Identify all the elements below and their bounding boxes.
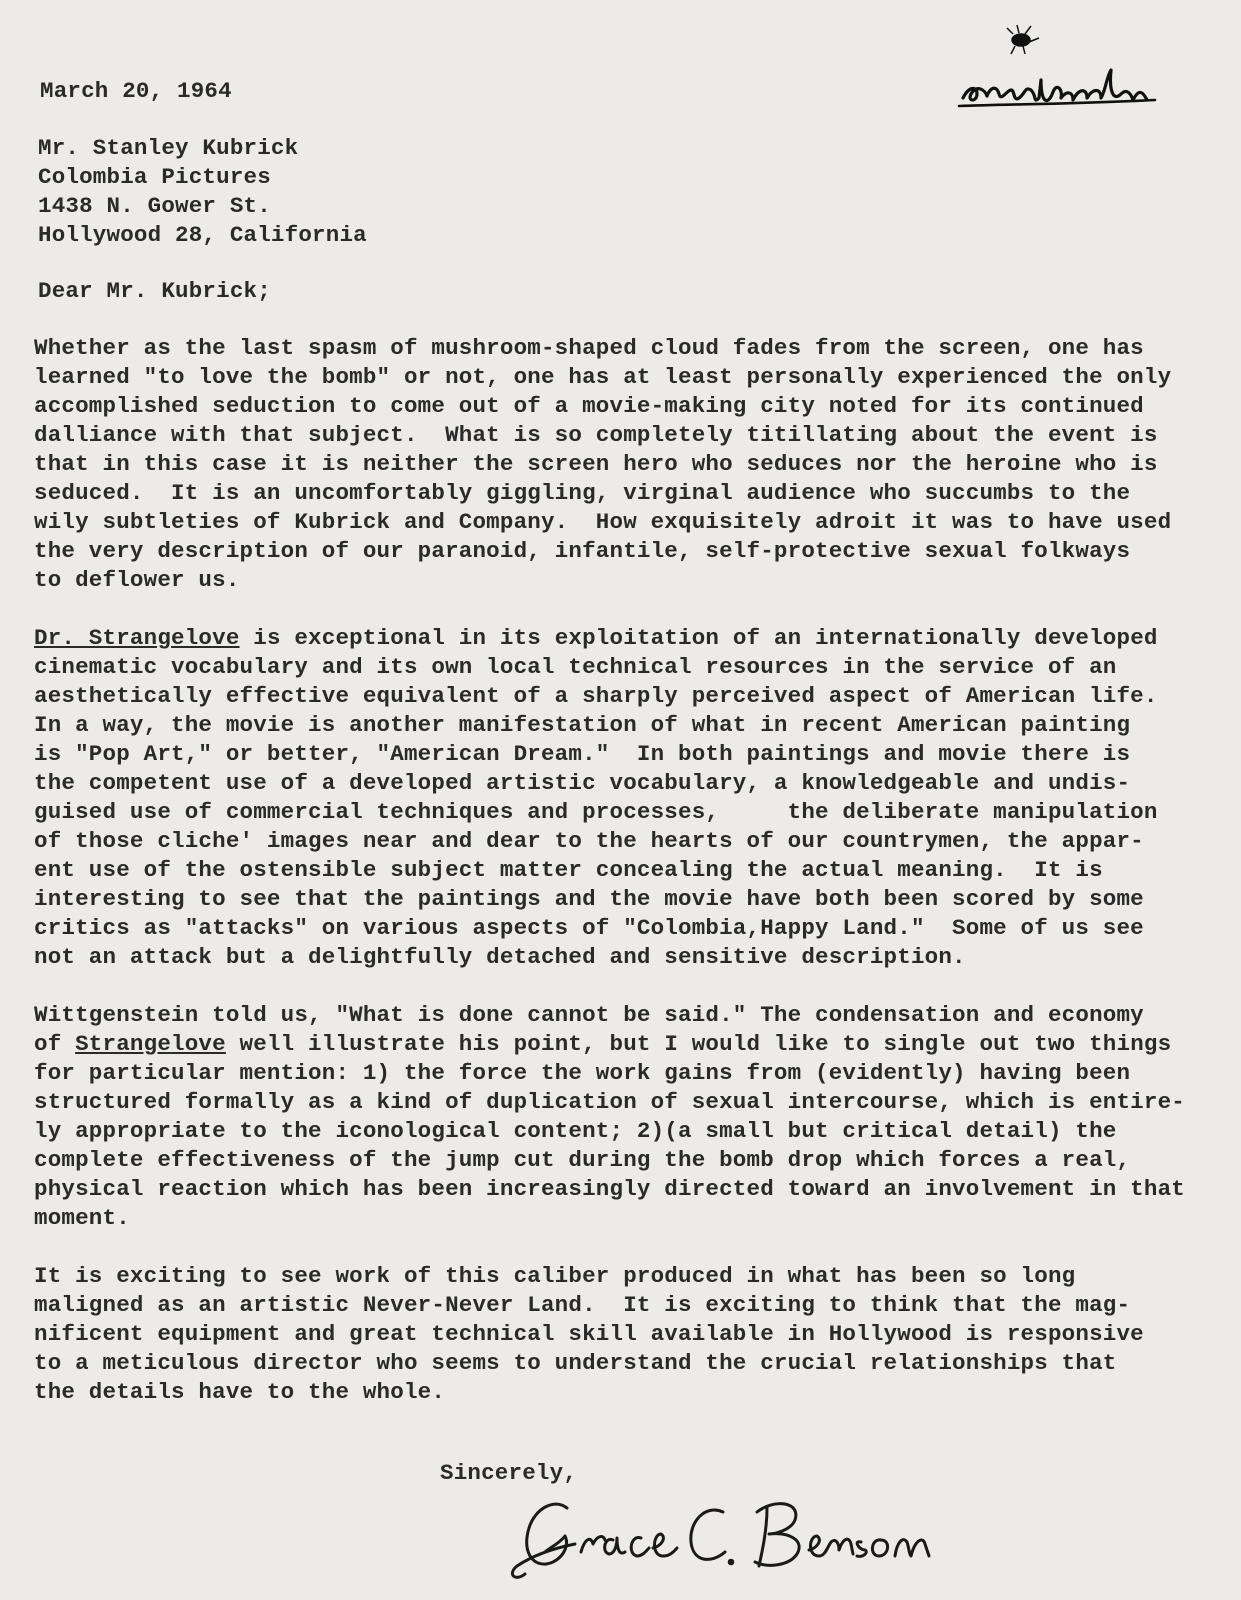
address-line: Mr. Stanley Kubrick	[38, 135, 299, 161]
text-line-underlined-title: Dr. Strangelove is exceptional in its exploitation of an internationally developed	[34, 625, 1158, 651]
scrapbook-annotation	[955, 20, 1165, 120]
text-line: the very description of our paranoid, infantile, self-protective sexual folkways	[34, 538, 1131, 564]
text-line: accomplished seduction to come out of a movie-making city noted for its continued	[34, 393, 1144, 419]
text-line: critics as "attacks" on various aspects of "Colombia,Happy Land." Some of us see	[34, 915, 1144, 941]
text-line: of those cliche' images near and dear to the hearts of our countrymen, the appar-	[34, 828, 1144, 854]
closing: Sincerely,	[440, 1460, 578, 1486]
text-line: guised use of commercial techniques and processes, the deliberate manipulation	[34, 799, 1158, 825]
text-line: wily subtleties of Kubrick and Company. How exquisitely adroit it was to have used	[34, 509, 1172, 535]
text-line-underlined-title: of Strangelove well illustrate his point, but I would like to single out two things	[34, 1031, 1172, 1057]
text-line: ent use of the ostensible subject matter concealing the actual meaning. It is	[34, 857, 1103, 883]
text-line: nificent equipment and great technical skill available in Hollywood is responsive	[34, 1321, 1144, 1347]
signature-handwriting-icon	[505, 1478, 955, 1593]
text-line: to a meticulous director who seems to understand the crucial relationships that	[34, 1350, 1117, 1376]
film-title: Strangelove	[75, 1031, 226, 1057]
text-line: complete effectiveness of the jump cut during the bomb drop which forces a real,	[34, 1147, 1131, 1173]
text-line: not an attack but a delightfully detached and sensitive description.	[34, 944, 966, 970]
text-line: that in this case it is neither the screen hero who seduces nor the heroine who is	[34, 451, 1158, 477]
text-line: the details have to the whole.	[34, 1379, 446, 1405]
text-line: the competent use of a developed artistic vocabulary, a knowledgeable and undis-	[34, 770, 1131, 796]
text-line: It is exciting to see work of this caliber produced in what has been so long	[34, 1263, 1076, 1289]
recipient-address	[38, 134, 367, 250]
text-line: is "Pop Art," or better, "American Dream." In both paintings and movie there is	[34, 741, 1131, 767]
text-line: moment.	[34, 1205, 130, 1231]
text-line: structured formally as a kind of duplication of sexual intercourse, which is entire-	[34, 1089, 1185, 1115]
text-line: physical reaction which has been increasingly directed toward an involvement in that	[34, 1176, 1185, 1202]
address-line: Colombia Pictures	[38, 164, 271, 190]
letter-date: March 20, 1964	[40, 78, 232, 104]
text-line: seduced. It is an uncomfortably giggling, virginal audience who succumbs to the	[34, 480, 1131, 506]
text-line: interesting to see that the paintings and the movie have both been scored by some	[34, 886, 1144, 912]
text-line: to deflower us.	[34, 567, 240, 593]
text-line: dalliance with that subject. What is so completely titillating about the event is	[34, 422, 1158, 448]
text-line: cinematic vocabulary and its own local technical resources in the service of an	[34, 654, 1117, 680]
text-line: Whether as the last spasm of mushroom-shaped cloud fades from the screen, one has	[34, 335, 1144, 361]
paragraph-4	[34, 1262, 1194, 1407]
text-line: In a way, the movie is another manifestation of what in recent American painting	[34, 712, 1131, 738]
text-line: Wittgenstein told us, "What is done cannot be said." The condensation and economy	[34, 1002, 1144, 1028]
text-line: for particular mention: 1) the force the work gains from (evidently) having been	[34, 1060, 1131, 1086]
paragraph-3	[34, 1001, 1194, 1233]
paragraph-1	[34, 334, 1194, 595]
text-line: ly appropriate to the iconological content; 2)(a small but critical detail) the	[34, 1118, 1117, 1144]
signature	[505, 1478, 955, 1593]
text-line: aesthetically effective equivalent of a sharply perceived aspect of American life.	[34, 683, 1158, 709]
film-title: Dr. Strangelove	[34, 625, 240, 651]
text-line: learned "to love the bomb" or not, one has at least personally experienced the only	[34, 364, 1172, 390]
address-line: 1438 N. Gower St.	[38, 193, 271, 219]
text-line: maligned as an artistic Never-Never Land. It is exciting to think that the mag-	[34, 1292, 1131, 1318]
address-line: Hollywood 28, California	[38, 222, 367, 248]
paragraph-2	[34, 624, 1194, 972]
scrapbook-handwriting-icon	[955, 20, 1165, 120]
letter-body	[34, 334, 1194, 1436]
salutation: Dear Mr. Kubrick;	[38, 278, 271, 304]
